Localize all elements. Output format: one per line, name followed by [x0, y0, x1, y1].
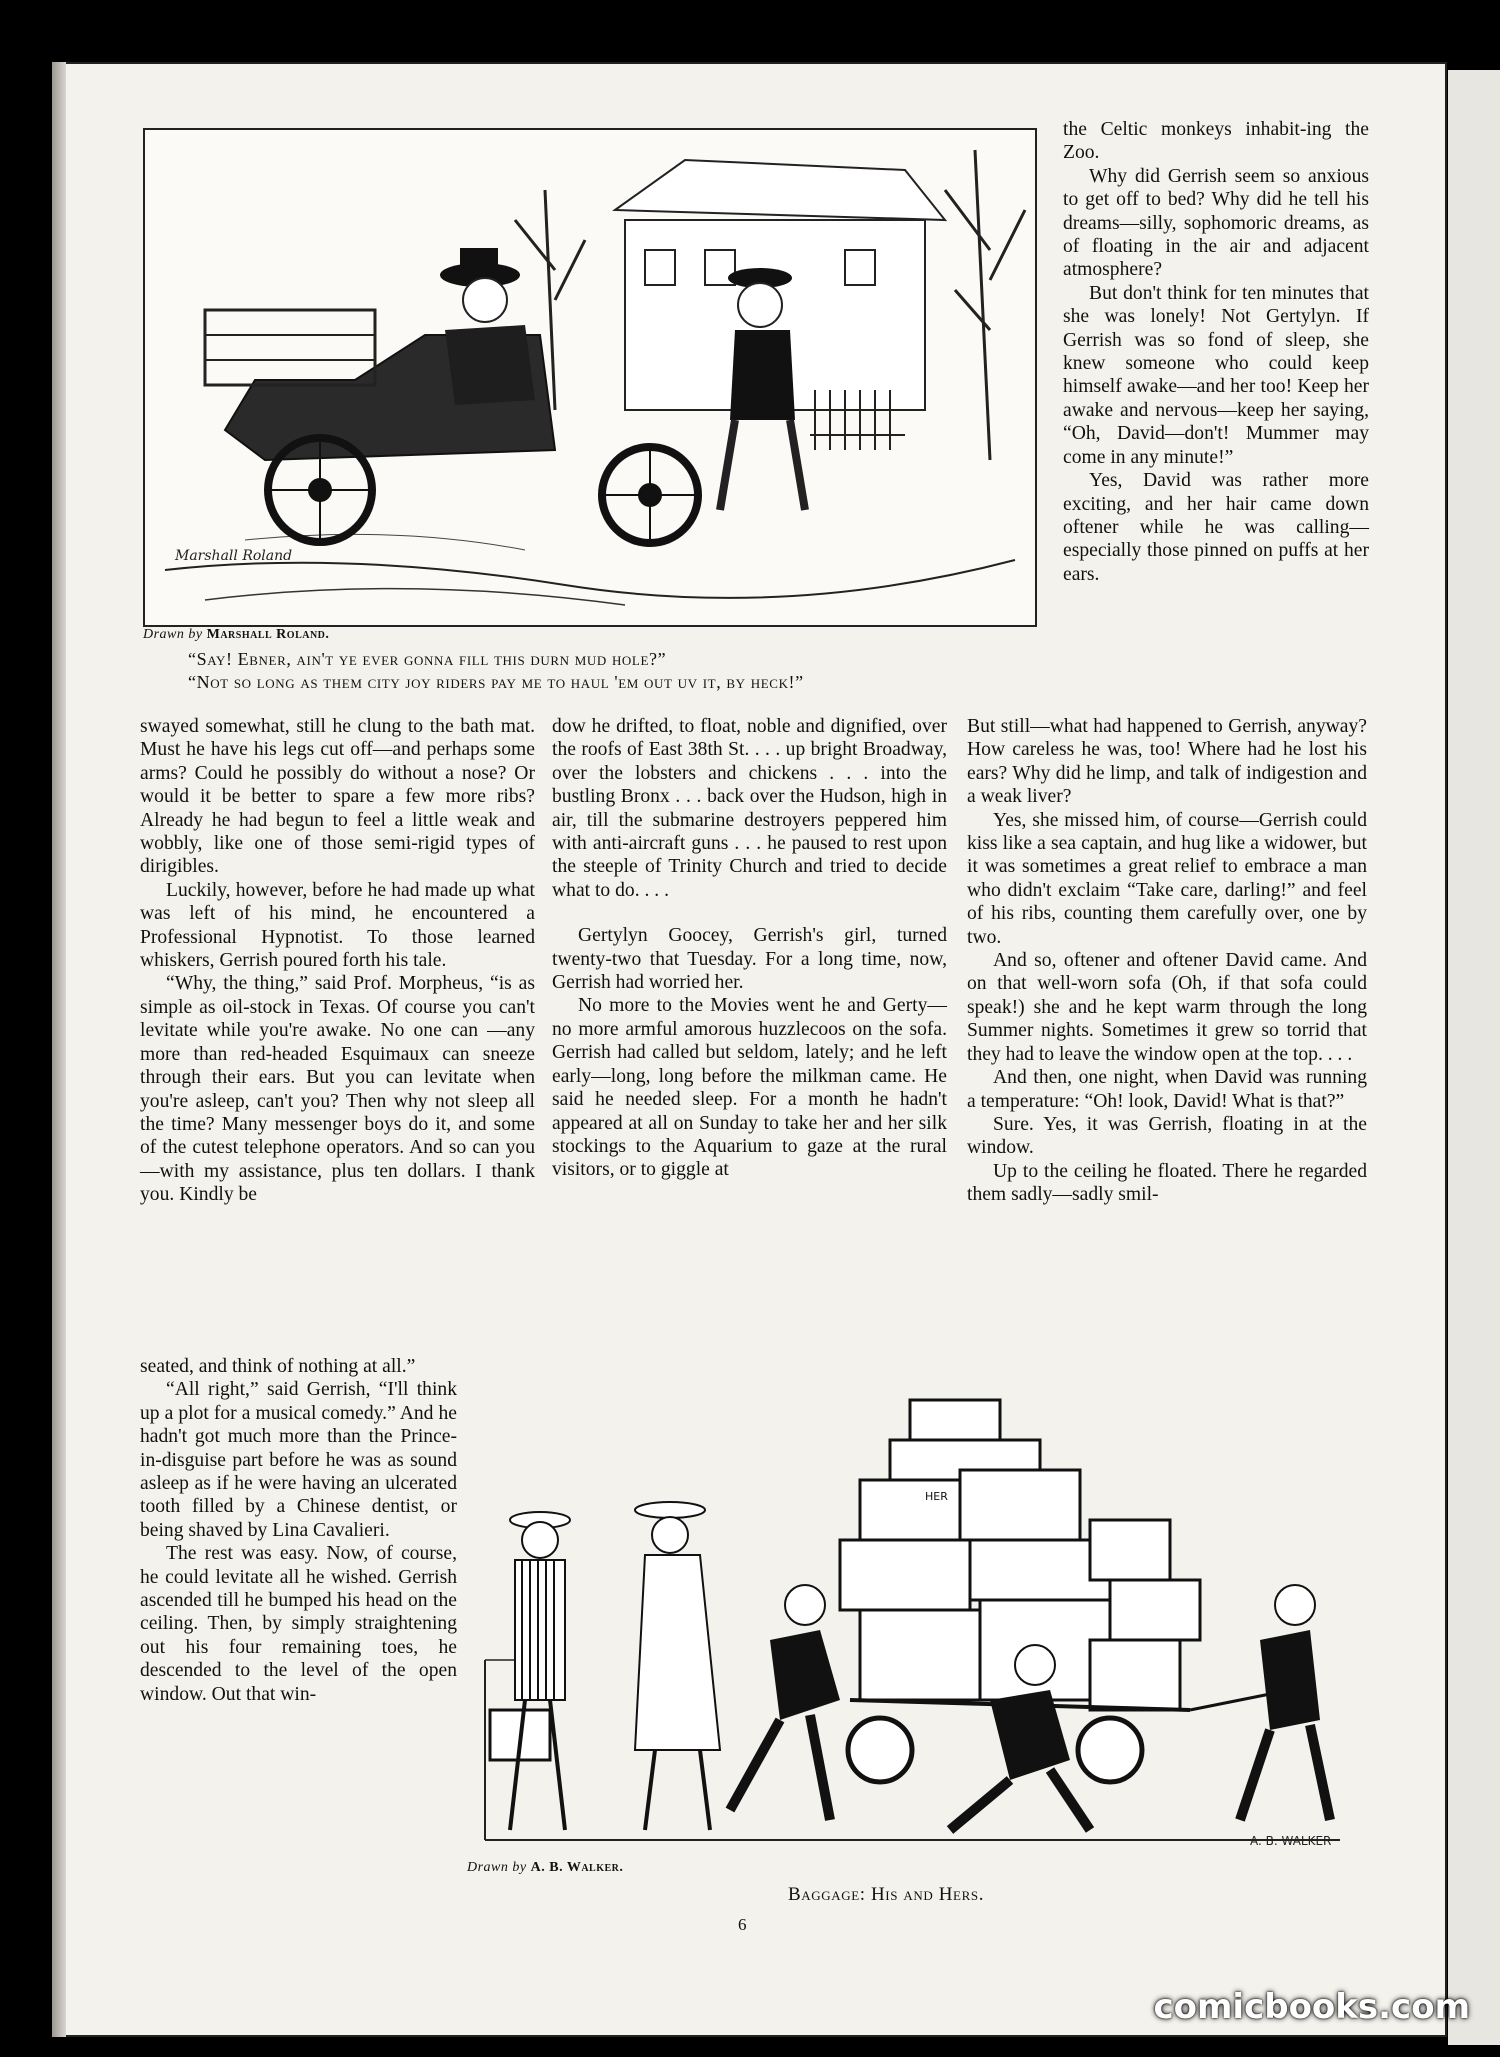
right-top-para-1: the Celtic monkeys inhabit-ing the Zoo.	[1063, 119, 1369, 164]
column-1-lower	[140, 1355, 457, 1706]
credit-bottom-name: A. B. Walker.	[530, 1860, 624, 1875]
col1-lower-para-1: seated, and think of nothing at all.”	[140, 1356, 416, 1377]
col2-para-2: Gertylyn Goocey, Gerrish's girl, turned twenty-two that Tuesday. For a long time, now, Gerrish had worried her.	[552, 925, 947, 994]
baggage-drawing	[470, 1390, 1350, 1860]
credit-top-name: Marshall Roland.	[206, 627, 330, 642]
caption-top-line2: “Not so long as them city joy riders pay me to haul 'em out uv it, by heck!”	[188, 672, 804, 692]
col3-para-1: But still—what had happened to Gerrish, anyway? How careless he was, too! Where had he lost his ears? Why did he limp, and talk of indigestion and a weak liver?	[967, 716, 1367, 808]
credit-top-prefix: Drawn by	[143, 627, 203, 642]
artist-signature-roland: Marshall Roland	[175, 548, 293, 564]
col3-para-6: Up to the ceiling he floated. There he regarded them sadly—sadly smil-	[967, 1160, 1367, 1206]
column-3	[967, 715, 1367, 1207]
col3-para-4: And then, one night, when David was running a temperature: “Oh! look, David! What is that?”	[967, 1067, 1367, 1112]
right-top-para-3: But don't think for ten minutes that she was lonely! Not Gertylyn. If Gerrish was so fond of sleep, she knew someone who could keep himself awake—and her too! Keep her awake and nervous—keep her saying, “Oh, David—don't! Mummer may come in any minute!”	[1063, 282, 1369, 468]
col1-para-2: Luckily, however, before he had made up what was left of his mind, he encountered a Professional Hypnotist. To those learned whiskers, Gerrish poured forth his tale.	[140, 879, 535, 972]
col1-lower-para-2: “All right,” said Gerrish, “I'll think up a plot for a musical comedy.” And he hadn't got much more than the Prince-in-disguise part before he was as sound asleep as if he were having an ulcerated tooth filled by a Chinese dentist, or being shaved by Lina Cavalieri.	[140, 1379, 457, 1541]
column-2	[552, 715, 947, 1182]
col3-para-5: Sure. Yes, it was Gerrish, floating in at the window.	[967, 1113, 1367, 1159]
trunk-label: HER	[925, 1490, 948, 1503]
credit-bottom	[467, 1860, 623, 1876]
col3-para-3: And so, oftener and oftener David came. And on that well-worn sofa (Oh, if that sofa could speak!) she and he kept warm through the long Summer nights. Sometimes it grew so torrid that they had to leave the window open at the top. . . .	[967, 950, 1367, 1065]
col1-lower-para-3: The rest was easy. Now, of course, he could levitate all he wished. Gerrish ascended till he bumped his head on the ceiling. Then, by simply straightening out his four remaining toes, he descended to the level of the open window. Out that win-	[140, 1543, 457, 1705]
page-number: 6	[738, 1915, 747, 1934]
watermark-logo: comicbooks.com	[1153, 1987, 1470, 2027]
mud-hole-drawing	[145, 130, 1035, 625]
credit-top	[143, 627, 329, 643]
col1-para-3: “Why, the thing,” said Prof. Morpheus, “is as simple as oil-stock in Texas. Of course you can't levitate while you're awake. No one can —any more than red-headed Esquimaux can sneeze through their ears. But you can levitate when you're asleep, can't you? Then why not sleep all the time? Many messenger boys do it, and some of the cutest telephone operators. And so can you —with my assistance, plus ten dollars. I thank you. Kindly be	[140, 973, 535, 1206]
artist-signature-walker: A. B. WALKER	[1250, 1834, 1332, 1848]
illustration-baggage	[470, 1390, 1350, 1860]
col3-para-2: Yes, she missed him, of course—Gerrish could kiss like a sea captain, and hug like a widower, but it was sometimes a great relief to embrace a man who didn't exclaim “Take care, darling!” and feel of his ribs, counting them carefully over, one by two.	[967, 809, 1367, 948]
illustration-mud-hole	[143, 128, 1037, 627]
col2-para-1: dow he drifted, to float, noble and dignified, over the roofs of East 38th St. . . . up bright Broadway, over the lobsters and chickens . . . into the bustling Bronx . . . back over the Hudson, high in air, till the submarine destroyers peppered him with anti-aircraft guns . . . he paused to rest upon the steeple of Trinity Church and tried to decide what to do. . . .	[552, 716, 947, 901]
column-1-upper	[140, 715, 535, 1207]
credit-bottom-prefix: Drawn by	[467, 1860, 527, 1875]
caption-bottom: Baggage: His and Hers.	[788, 1884, 985, 1905]
caption-top-line1: “Say! Ebner, ain't ye ever gonna fill this durn mud hole?”	[188, 649, 667, 669]
next-page-edge	[1448, 70, 1500, 2045]
col1-para-1: swayed somewhat, still he clung to the bath mat. Must he have his legs cut off—and perhaps some arms? Could he possibly do without a nose? Or would it be better to spare a few more ribs? Already he had begun to feel a little weak and wobbly, like one of those semi-rigid types of dirigibles.	[140, 716, 535, 878]
right-top-para-2: Why did Gerrish seem so anxious to get off to bed? Why did he tell his dreams—silly, sophomoric dreams, as of floating in the air and adjacent atmosphere?	[1063, 165, 1369, 281]
page-binding-edge	[52, 62, 66, 2037]
col2-para-3: No more to the Movies went he and Gerty—no more armful amorous huzzlecoos on the sofa. Gerrish had called but seldom, lately; and he left early—long, long before the milkman came. He said he needed sleep. For a month he hadn't appeared at all on Sunday to take her and her silk stockings to the Aquarium to gaze at the rural visitors, or to giggle at	[552, 995, 947, 1181]
right-top-column	[1063, 118, 1369, 586]
right-top-para-4: Yes, David was rather more exciting, and her hair came down oftener while he was calling—especially those pinned on puffs at her ears.	[1063, 470, 1369, 585]
